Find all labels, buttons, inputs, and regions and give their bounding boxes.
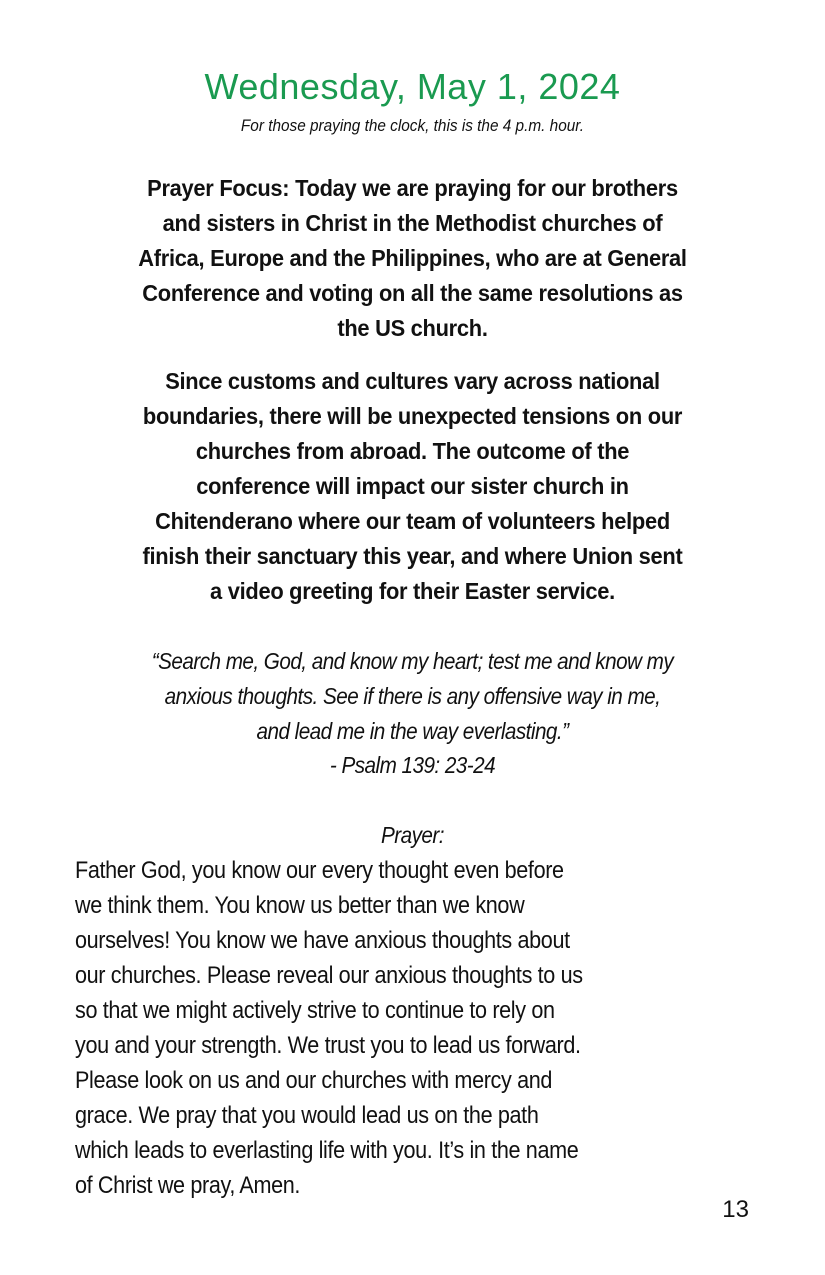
context-line: conference will impact our sister church in bbox=[196, 473, 629, 499]
prayer-line: you and your strength. We trust you to lead us forward. bbox=[75, 1032, 581, 1059]
page-subtitle: For those praying the clock, this is the 4 p.m. hour. bbox=[240, 117, 585, 135]
context-line: Chitenderano where our team of volunteers helped bbox=[155, 508, 670, 534]
scripture-line: anxious thoughts. See if there is any offensive way in me, bbox=[164, 683, 661, 709]
focus-line: Africa, Europe and the Philippines, who are at General bbox=[138, 245, 687, 271]
context-line: boundaries, there will be unexpected tensions on our bbox=[142, 403, 683, 429]
context-line: churches from abroad. The outcome of the bbox=[195, 438, 630, 464]
focus-line: and sisters in Christ in the Methodist churches of bbox=[162, 210, 663, 236]
scripture-reference: - Psalm 139: 23-24 bbox=[329, 752, 496, 778]
prayer-line: our churches. Please reveal our anxious thoughts to us bbox=[75, 962, 583, 989]
scripture-line: and lead me in the way everlasting.” bbox=[256, 718, 569, 744]
prayer-line: grace. We pray that you would lead us on the path bbox=[75, 1102, 539, 1129]
context-line: finish their sanctuary this year, and where Union sent bbox=[142, 543, 683, 569]
focus-line: Prayer Focus: Today we are praying for our brothers bbox=[147, 175, 678, 201]
scripture-line: “Search me, God, and know my heart; test me and know my bbox=[151, 648, 674, 674]
prayer-line: Please look on us and our churches with mercy and bbox=[75, 1067, 553, 1094]
focus-line: the US church. bbox=[337, 315, 488, 341]
page-number: 13 bbox=[722, 1196, 749, 1223]
page-title: Wednesday, May 1, 2024 bbox=[204, 66, 621, 107]
focus-line: Conference and voting on all the same resolutions as bbox=[142, 280, 683, 306]
prayer-line: so that we might actively strive to continue to rely on bbox=[75, 997, 555, 1024]
prayer-line: Father God, you know our every thought even before bbox=[75, 857, 564, 884]
prayer-heading: Prayer: bbox=[381, 822, 444, 848]
prayer-line: which leads to everlasting life with you. It’s in the name bbox=[75, 1137, 579, 1164]
prayer-line: we think them. You know us better than we know bbox=[75, 892, 525, 919]
context-line: Since customs and cultures vary across national bbox=[165, 368, 660, 394]
context-line: a video greeting for their Easter service. bbox=[210, 578, 615, 604]
prayer-line: ourselves! You know we have anxious thoughts about bbox=[75, 927, 570, 954]
prayer-line: of Christ we pray, Amen. bbox=[75, 1172, 301, 1199]
